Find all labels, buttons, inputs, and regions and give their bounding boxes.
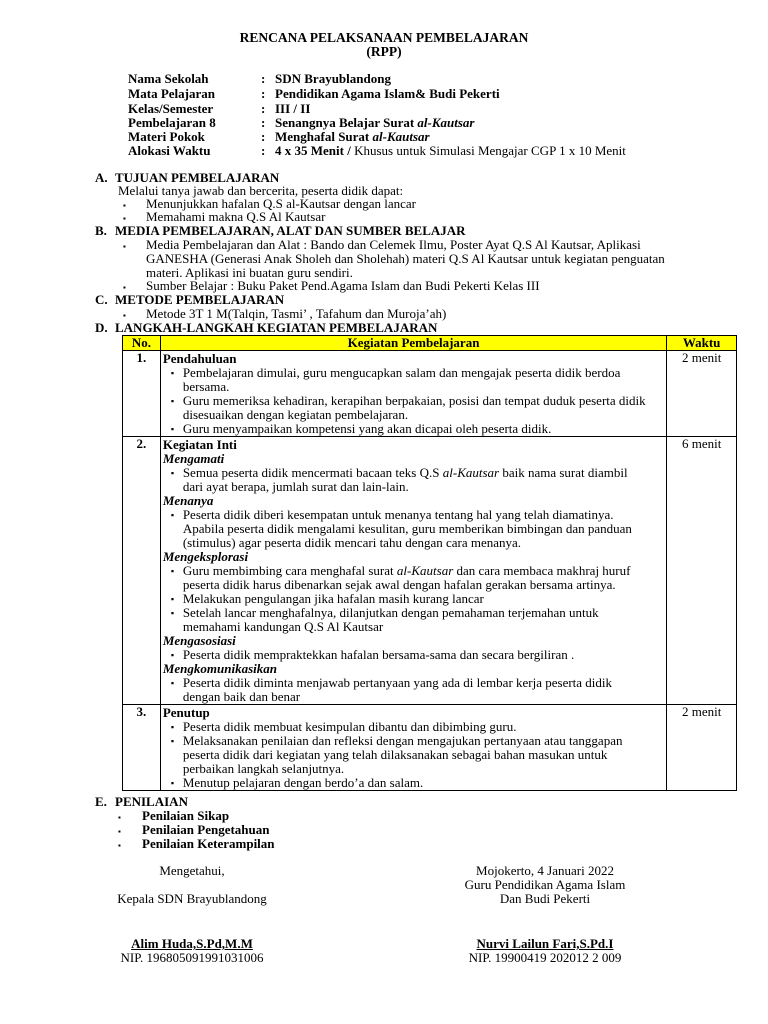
activity-line: dengan baik dan benar [182,689,301,704]
surah-name: al-Kautsar [442,465,500,480]
section-b-heading [95,224,466,238]
section-letter: E. [95,794,107,809]
section-a-item: Menunjukkan hafalan Q.S al-Kautsar dengan lancar [146,196,417,211]
row-activity [160,437,666,705]
identity-label: Kelas/Semester [128,101,214,116]
section-a-item: Memahami makna Q.S Al Kautsar [146,209,326,224]
activity-line: peserta didik dari kegiatan yang telah dilaksanakan sebagai bahan masukan untuk [182,747,608,762]
section-c-heading [95,293,284,307]
bullet-icon: ▪ [118,841,121,850]
row-number: 2. [123,437,161,705]
activity-line: Peserta didik diminta menjawab pertanyaan yang ada di lembar kerja peserta didik [182,675,613,690]
identity-label: Materi Pokok [128,129,205,144]
identity-colon: : [261,115,266,130]
row-activity [160,705,666,791]
subheading-mengamati: Mengamati [162,451,225,466]
activity-line: Peserta didik diberi kesempatan untuk menanya tentang hal yang telah diamatinya. [182,507,614,522]
identity-value-topic [275,130,430,144]
section-c-item: Metode 3T 1 M(Talqin, Tasmi’ , Tafahum dan Muroja’ah) [146,306,447,321]
activity-item: ▪ Melakukan pengulangan jika hafalan masih kurang lancar [163,592,662,606]
assessment-item: Penilaian Pengetahuan [142,822,270,837]
activity-item [163,564,662,592]
row-number: 3. [123,705,161,791]
signature-right-position-2: Dan Budi Pekerti [499,891,591,906]
identity-colon: : [261,71,266,86]
section-letter: A. [95,170,108,185]
identity-value-school: SDN Brayublandong [275,71,391,86]
signature-right-date: Mojokerto, 4 Januari 2022 [476,863,614,878]
assessment-item: Penilaian Sikap [142,808,230,823]
section-b-item-line: GANESHA (Generasi Anak Sholeh dan Sholehah) materi Q.S Al Kautsar untuk kegiatan penguatan [146,251,665,266]
identity-colon: : [261,86,266,101]
identity-value-subject: Pendidikan Agama Islam& Budi Pekerti [275,86,500,101]
table-row [123,351,737,437]
activity-line: disesuaikan dengan kegiatan pembelajaran. [182,407,409,422]
identity-value-class: III / II [275,101,311,116]
section-letter: C. [95,292,108,307]
section-a-intro: Melalui tanya jawab dan bercerita, peserta didik dapat: [118,183,404,198]
table-header-row [123,336,737,351]
table-row [123,437,737,705]
activity-item [163,366,662,394]
activity-line: peserta didik harus dibenarkan sejak awal dengan hafalan gerakan bersama artinya. [182,577,616,592]
identity-value-time [275,144,626,158]
activity-line: baik nama surat diambil [499,465,628,480]
surah-name: al-Kautsar [396,563,454,578]
section-b-item: Sumber Belajar : Buku Paket Pend.Agama Islam dan Budi Pekerti Kelas III [146,278,540,293]
section-title: PENILAIAN [115,794,188,809]
identity-label: Pembelajaran 8 [128,115,216,130]
activity-line: dari ayat berapa, jumlah surat dan lain-lain. [182,479,409,494]
topic-text: Menghafal Surat [275,129,373,144]
activity-line: bersama. [182,379,230,394]
document-subtitle: (RPP) [366,44,402,59]
identity-value-lesson [275,116,475,130]
topic-italic: al-Kautsar [372,129,430,144]
header-waktu: Waktu [667,336,737,351]
document-title: RENCANA PELAKSANAAN PEMBELAJARAN [239,30,529,45]
activity-line: Apabila peserta didik mengalami kesulitan, guru memberikan bimbingan dan panduan [182,521,632,536]
activity-item: ▪ Menutup pelajaran dengan berdo’a dan salam. [163,776,662,790]
bullet-icon: ▪ [123,311,126,320]
activity-item [163,734,662,776]
bullet-icon: ▪ [123,283,126,292]
time-text: 4 x 35 Menit / [275,143,355,158]
section-letter: D. [95,320,108,335]
section-e-heading [95,795,188,809]
bullet-icon: ▪ [118,813,121,822]
identity-label: Nama Sekolah [128,71,209,86]
subheading-mengeksplorasi: Mengeksplorasi [162,549,249,564]
bullet-icon: ▪ [123,242,126,251]
row-title: Kegiatan Inti [162,437,237,452]
subheading-mengkomunikasikan: Mengkomunikasikan [162,661,277,676]
header-kegiatan: Kegiatan Pembelajaran [160,336,666,351]
activity-table [122,335,737,791]
section-title: TUJUAN PEMBELAJARAN [115,170,280,185]
activity-item: ▪ Peserta didik mempraktekkan hafalan bersama-sama dan secara bergiliran . [163,648,662,662]
section-title: METODE PEMBELAJARAN [115,292,285,307]
activity-line: Guru membimbing cara menghafal surat [182,563,397,578]
table-row [123,705,737,791]
lesson-italic: al-Kautsar [417,115,475,130]
row-title: Pendahuluan [162,351,237,366]
section-title: MEDIA PEMBELAJARAN, ALAT DAN SUMBER BELAJAR [115,223,466,238]
activity-line: Melaksanakan penilaian dan refleksi dengan mengajukan pertanyaan atau tanggapan [182,733,623,748]
subheading-menanya: Menanya [162,493,214,508]
signature-left-name: Alim Huda,S.Pd,M.M [131,936,253,951]
activity-item [163,676,662,704]
activity-line: Setelah lancar menghafalnya, dilanjutkan dengan pemahaman terjemahan untuk [182,605,599,620]
activity-item [163,606,662,634]
bullet-icon: ▪ [118,827,121,836]
signature-left-note: Mengetahui, [159,863,225,878]
row-duration: 2 menit [667,705,737,791]
bullet-icon: ▪ [123,201,126,210]
signature-right-name: Nurvi Lailun Fari,S.Pd.I [476,936,614,951]
row-title: Penutup [162,705,210,720]
activity-line: Semua peserta didik mencermati bacaan teks Q.S [182,465,443,480]
row-duration: 2 menit [667,351,737,437]
section-letter: B. [95,223,107,238]
subheading-mengasosiasi: Mengasosiasi [162,633,236,648]
header-no: No. [123,336,161,351]
signature-left-nip: NIP. 196805091991031006 [120,950,264,965]
row-number: 1. [123,351,161,437]
section-b-item-line: materi. Aplikasi ini buatan guru sendiri. [146,265,353,280]
identity-colon: : [261,129,266,144]
signature-right-nip: NIP. 19900419 202012 2 009 [468,950,622,965]
lesson-text: Senangnya Belajar Surat [275,115,418,130]
activity-line: Guru memeriksa kehadiran, kerapihan berpakaian, posisi dan tempat duduk peserta didik [182,393,646,408]
row-activity [160,351,666,437]
activity-line: Pembelajaran dimulai, guru mengucapkan salam dan mengajak peserta didik berdoa [182,365,621,380]
section-title: LANGKAH-LANGKAH KEGIATAN PEMBELAJARAN [115,320,438,335]
assessment-item: Penilaian Keterampilan [142,836,275,851]
activity-item [163,394,662,422]
identity-colon: : [261,101,266,116]
bullet-icon: ▪ [123,214,126,223]
identity-label: Alokasi Waktu [128,143,211,158]
section-d-heading [95,321,437,335]
activity-item [163,508,662,550]
time-note: Khusus untuk Simulasi Mengajar CGP 1 x 10 Menit [354,143,626,158]
activity-line: dan cara membaca makhraj huruf [453,563,631,578]
activity-item: ▪ Peserta didik membuat kesimpulan dibantu dan dibimbing guru. [163,720,662,734]
identity-colon: : [261,143,266,158]
row-duration: 6 menit [667,437,737,705]
activity-line: perbaikan langkah selanjutnya. [182,761,345,776]
activity-line: memahami kandungan Q.S Al Kautsar [182,619,384,634]
activity-item: ▪ Guru menyampaikan kompetensi yang akan dicapai oleh peserta didik. [163,422,662,436]
section-b-item-line: Media Pembelajaran dan Alat : Bando dan Celemek Ilmu, Poster Ayat Q.S Al Kautsar, Aplikasi [146,237,641,252]
signature-left-position: Kepala SDN Brayublandong [117,891,267,906]
identity-label: Mata Pelajaran [128,86,216,101]
activity-line: (stimulus) agar peserta didik mencari tahu dengan cara menanya. [182,535,522,550]
activity-item [163,466,662,494]
signature-right-position: Guru Pendidikan Agama Islam [464,877,626,892]
